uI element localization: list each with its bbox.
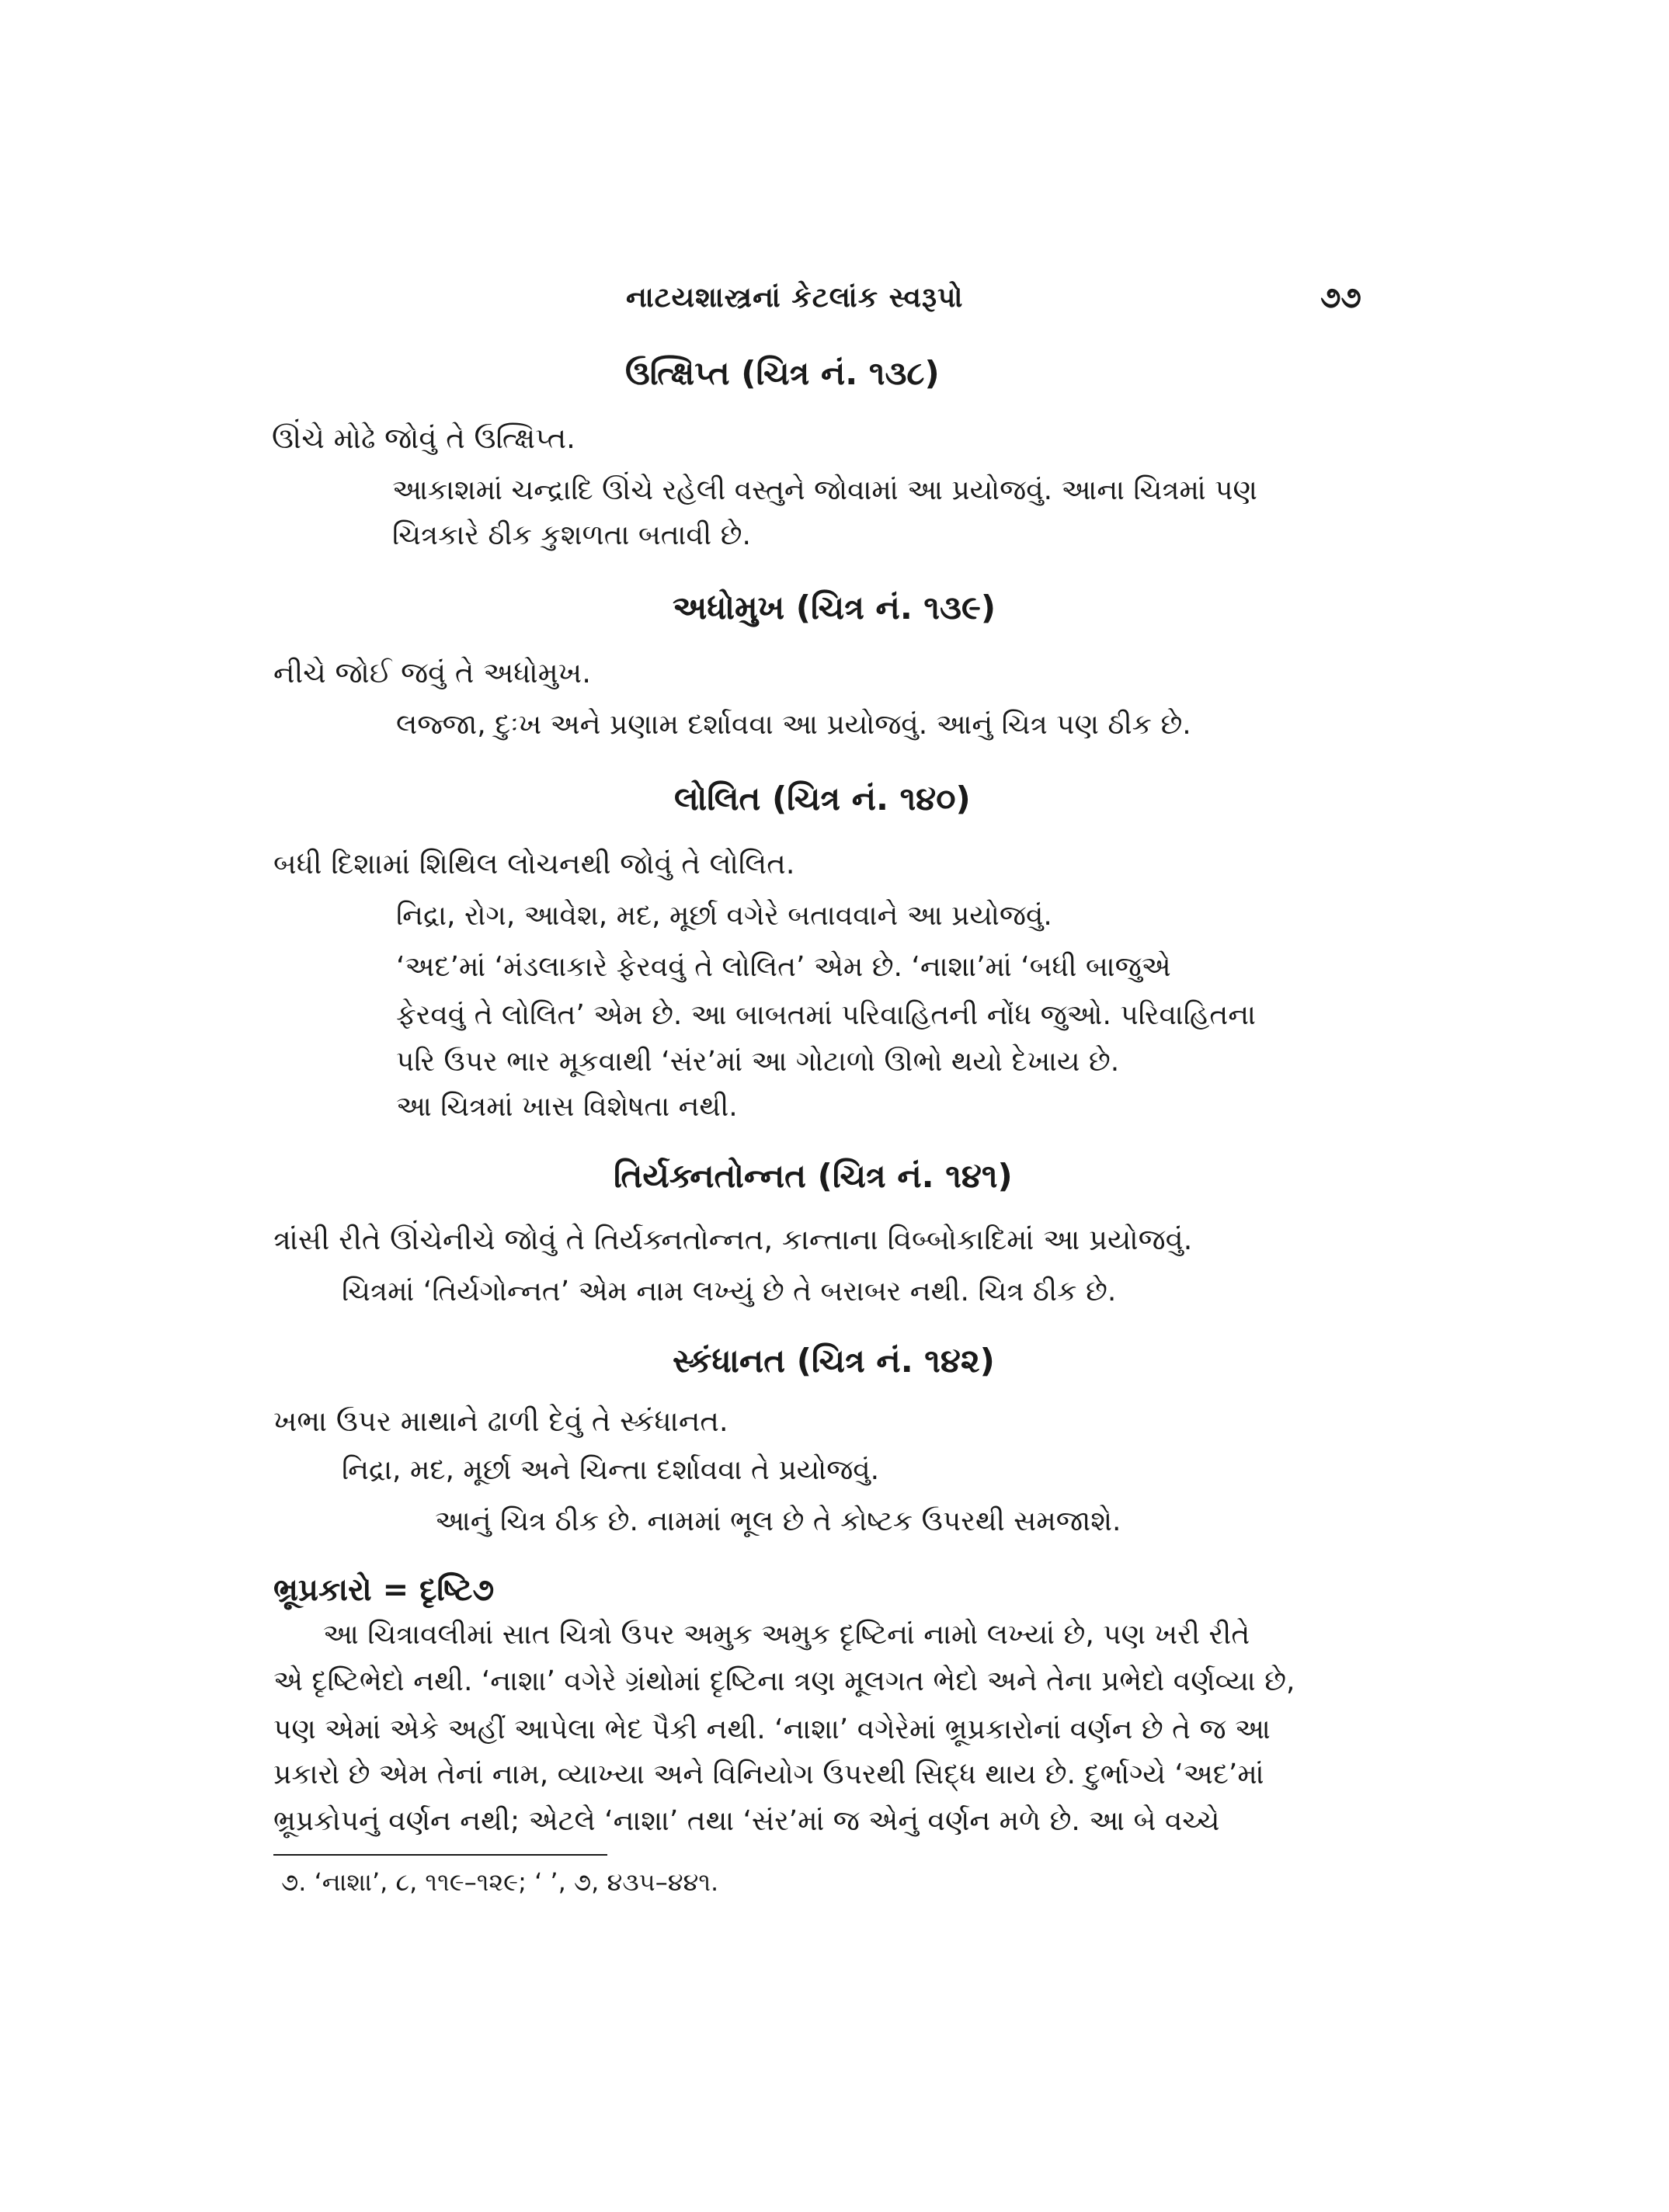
section-body-line: નિદ્રા, રોગ, આવેશ, મદ, મૂર્છા વગેરે બતાવવાને આ પ્રયોજવું.: [396, 900, 1052, 932]
section-definition: બધી દિશામાં શિથિલ લોચનથી જોવું તે લોલિત.: [273, 847, 795, 880]
section-body-line: આ ચિત્રમાં ખાસ વિશેષતા નથી.: [396, 1091, 738, 1123]
bhru-paragraph-line: ભ્રૂપ્રકોપનું વર્ણન નથી; એટલે ‘નાશા’ તથા ‘સંર’માં જ એનું વર્ણન મળે છે. આ બે વચ્ચે: [273, 1805, 1220, 1837]
section-title: તિર્યક્નતોન્નત (ચિત્ર નં. ૧૪૧): [614, 1157, 1013, 1195]
bhru-paragraph-line: એ દૃષ્ટિભેદો નથી. ‘નાશા’ વગેરે ગ્રંથોમાં દૃષ્ટિના ત્રણ મૂલગત ભેદો અને તેના પ્રભેદો વર્ણવ્યા છે,: [273, 1665, 1295, 1697]
running-header: નાટયશાસ્ત્રનાં કેટલાંક સ્વરૂપો: [626, 282, 964, 314]
section-body-line: આકાશમાં ચન્દ્રાદિ ઊંચે રહેલી વસ્તુને જોવામાં આ પ્રયોજવું. આના ચિત્રમાં પણ: [392, 474, 1257, 506]
page-number: ૭૭: [1320, 280, 1361, 314]
section-body-line: લજ્જા, દુઃખ અને પ્રણામ દર્શાવવા આ પ્રયોજવું. આનું ચિત્ર પણ ઠીક છે.: [396, 709, 1191, 741]
section-title: સ્કંધાનત (ચિત્ર નં. ૧૪૨): [673, 1342, 995, 1380]
bhru-heading: ભ્રૂપ્રકારો = દૃષ્ટિ૭: [273, 1572, 495, 1608]
section-title: ઉત્ક્ષિપ્ત (ચિત્ર નં. ૧૩૮): [625, 354, 940, 392]
bhru-paragraph-line: પ્રકારો છે એમ તેનાં નામ, વ્યાખ્યા અને વિનિયોગ ઉપરથી સિદ્ધ થાય છે. દુર્ભાગ્યે ‘અદ’માં: [273, 1759, 1264, 1790]
section-body-line: આનું ચિત્ર ઠીક છે. નામમાં ભૂલ છે તે કોષ્ટક ઉપરથી સમજાશે.: [435, 1505, 1121, 1537]
section-definition: નીચે જોઈ જવું તે અધોમુખ.: [273, 656, 591, 689]
section-body-line: ફેરવવું તે લોલિત’ એમ છે. આ બાબતમાં પરિવાહિતની નોંધ જુઓ. પરિવાહિતના: [396, 999, 1256, 1031]
section-definition: ત્રાંસી રીતે ઊંચેનીચે જોવું તે તિર્યક્નતોન્નત, કાન્તાના વિબ્બોકાદિમાં આ પ્રયોજવું.: [273, 1223, 1193, 1256]
section-body-line: ‘અદ’માં ‘મંડલાકારે ફેરવવું તે લોલિત’ એમ છે. ‘નાશા’માં ‘બધી બાજુએ: [396, 951, 1171, 983]
bhru-paragraph-line: પણ એમાં એકે અહીં આપેલા ભેદ પૈકી નથી. ‘નાશા’ વગેરેમાં ભ્રૂપ્રકારોનાં વર્ણન છે તે જ આ: [273, 1714, 1271, 1745]
footnote-rule: [273, 1854, 607, 1856]
section-body-line: નિદ્રા, મદ, મૂર્છા અને ચિન્તા દર્શાવવા તે પ્રયોજવું.: [342, 1454, 880, 1486]
section-definition: ઊંચે મોઢે જોવું તે ઉત્ક્ષિપ્ત.: [272, 422, 575, 455]
footnote: ૭. ‘નાશા’, ૮, ૧૧૯–૧૨૯; ‘ ’, ૭, ૪૩૫–૪૪૧.: [281, 1867, 719, 1897]
section-body-line: ચિત્રકારે ઠીક કુશળતા બતાવી છે.: [392, 519, 751, 551]
section-title: લોલિત (ચિત્ર નં. ૧૪૦): [674, 780, 971, 818]
section-body-line: ચિત્રમાં ‘તિર્યગોન્નત’ એમ નામ લખ્યું છે તે બરાબર નથી. ચિત્ર ઠીક છે.: [342, 1276, 1117, 1307]
section-title: અધોમુખ (ચિત્ર નં. ૧૩૯): [673, 589, 996, 627]
section-body-line: પરિ ઉપર ભાર મૂકવાથી ‘સંર’માં આ ગોટાળો ઊભો થયો દેખાય છે.: [396, 1046, 1120, 1078]
section-definition: ખભા ઉપર માથાને ઢાળી દેવું તે સ્કંધાનત.: [273, 1405, 728, 1438]
bhru-paragraph-line: આ ચિત્રાવલીમાં સાત ચિત્રો ઉપર અમુક અમુક દૃષ્ટિનાં નામો લખ્યાં છે, પણ ખરી રીતે: [323, 1619, 1250, 1651]
